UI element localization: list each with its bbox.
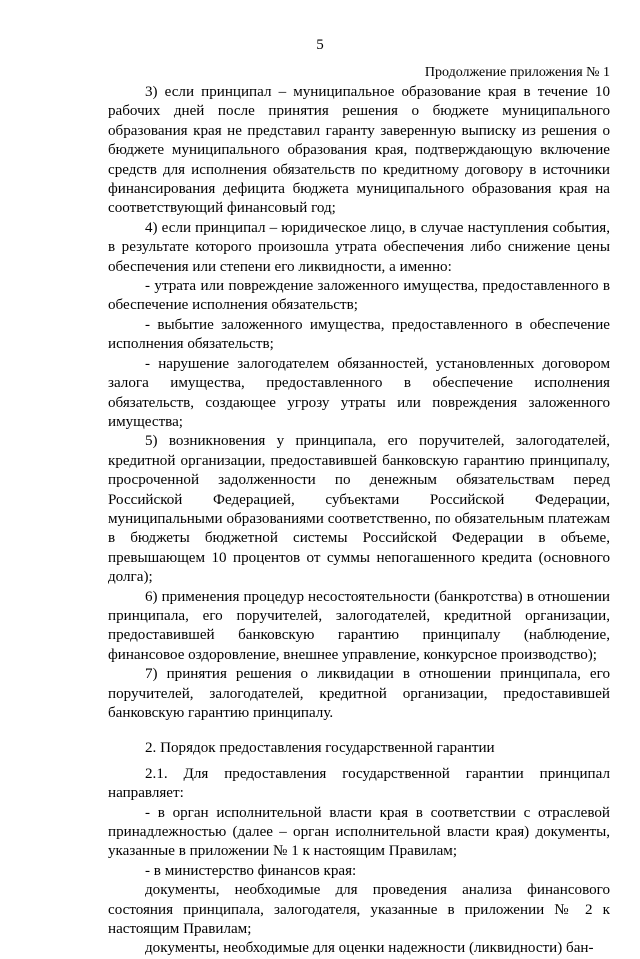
- paragraph: документы, необходимые для оценки надежности (ликвидности) бан-: [145, 940, 594, 957]
- paragraph: 6) применения процедур несостоятельности (банкротства) в отношении принципала, его поручителей, залогодателей, кредитной организации, предоставившей банковскую гарантию принципалу (наблюдение, финансовое оздоровление, внешнее управление, конкурсное производство);: [108, 588, 610, 663]
- list-item: - выбытие заложенного имущества, предоставленного в обеспечение исполнения обязательств;: [108, 316, 610, 353]
- document-body: [108, 83, 610, 959]
- paragraph: 2.1. Для предоставления государственной гарантии принципал: [145, 765, 610, 782]
- paragraph: документы, необходимые для проведения анализа финансового состояния принципала, залогодателя, указанные в приложении № 2 к настоящим Правилам;: [108, 882, 610, 938]
- list-item: - в орган исполнительной власти края в соответствии с отраслевой принадлежностью (далее – орган исполнительной власти края) документы, указанные в приложении № 1 к настоящим Правилам;: [108, 804, 610, 860]
- paragraph: 5) возникновения у принципала, его поручителей, залогодателей, кредитной организации, предоставившей банковскую гарантию принципалу, просроченной задолженности по денежным обязательствам перед Российской Федерацией, субъектами Российской Федерации, муниципальными образованиями соответственно, по обязательным платежам в бюджеты бюджетной системы Российской Федерации в объеме, превышающем 10 процентов от суммы непогашенного кредита (основного долга);: [108, 433, 610, 586]
- paragraph: 4) если принципал – юридическое лицо, в случае наступления события, в результате которого произошла утрата обеспечения либо снижение цены обеспечения или степени его ликвидности, а именно:: [108, 219, 610, 275]
- paragraph-continuation: направляет:: [108, 785, 184, 802]
- paragraph: 7) принятия решения о ликвидации в отношении принципала, его поручителей, залогодателей, кредитной организации, предоставившей банковскую гарантию принципалу.: [108, 666, 610, 721]
- page-number: 5: [316, 37, 324, 53]
- list-item: - утрата или повреждение заложенного имущества, предоставленного в обеспечение исполнения обязательств;: [108, 278, 610, 314]
- list-item: - нарушение залогодателем обязанностей, установленных договором залога имущества, предоставленного в обеспечение исполнения обязательств, создающее угрозу утраты или повреждения заложенного имущества;: [108, 355, 610, 430]
- section-heading: 2. Порядок предоставления государственной гарантии: [145, 740, 495, 757]
- continuation-note: Продолжение приложения № 1: [424, 65, 610, 80]
- list-item: - в министерство финансов края:: [145, 862, 357, 879]
- paragraph: 3) если принципал – муниципальное образование края в течение 10 рабочих дней после принятия решения о бюджете муниципального образования края не представил гаранту заверенную выписку из решения о бюджете муниципального образования края, подтверждающую включение средств для исполнения обязательств по кредитному договору в источники финансирования дефицита бюджета муниципального образования края на соответствующий финансовый год;: [108, 84, 610, 217]
